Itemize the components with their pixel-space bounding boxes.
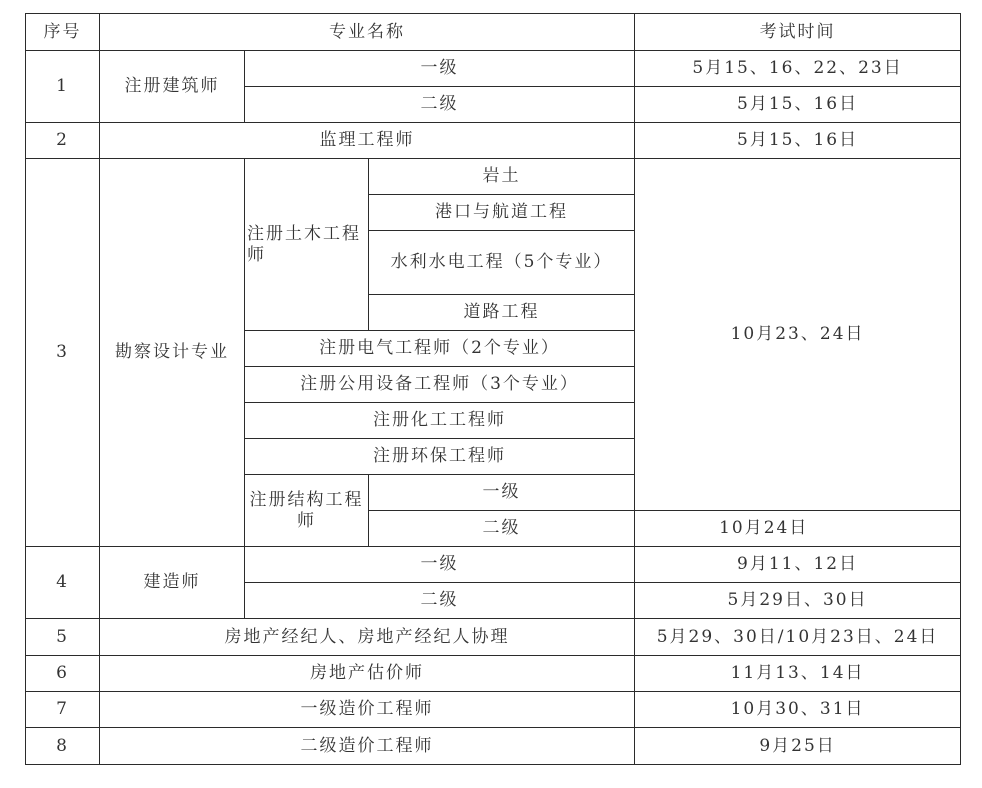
- exam-time: 5月29、30日/10月23日、24日: [635, 619, 961, 656]
- civil-sub-item: 岩土: [369, 159, 635, 195]
- civil-sub-item: 港口与航道工程: [369, 195, 635, 231]
- table-row: [26, 51, 961, 87]
- sub-specialty-name: 注册化工工程师: [245, 403, 635, 439]
- seq-cell: 7: [26, 692, 100, 728]
- exam-time: 9月25日: [635, 728, 961, 765]
- civil-sub-item: 道路工程: [369, 295, 635, 331]
- level-cell: 一级: [245, 547, 635, 583]
- exam-time: 5月15、16、22、23日: [635, 51, 961, 87]
- specialty-name: 注册建筑师: [100, 51, 245, 123]
- specialty-name: 一级造价工程师: [100, 692, 635, 728]
- specialty-name: 二级造价工程师: [100, 728, 635, 765]
- specialty-name: 监理工程师: [100, 123, 635, 159]
- seq-cell: 3: [26, 159, 100, 547]
- exam-time: 5月15、16日: [635, 87, 961, 123]
- specialty-name: 房地产经纪人、房地产经纪人协理: [100, 619, 635, 656]
- level-cell: 一级: [245, 51, 635, 87]
- table-row: [26, 656, 961, 692]
- exam-time: 5月15、16日: [635, 123, 961, 159]
- sub-specialty-name: 注册环保工程师: [245, 439, 635, 475]
- sub-specialty-name: 注册公用设备工程师（3个专业）: [245, 367, 635, 403]
- table-row: [26, 619, 961, 656]
- sub-specialty-name: 注册结构工程师: [245, 475, 369, 547]
- specialty-name: 房地产估价师: [100, 656, 635, 692]
- seq-cell: 6: [26, 656, 100, 692]
- header-seq: 序号: [26, 14, 100, 51]
- exam-time: 10月24日: [635, 511, 961, 547]
- table-row: [26, 728, 961, 765]
- exam-time: 11月13、14日: [635, 656, 961, 692]
- table-header-row: [26, 14, 961, 51]
- specialty-name: 勘察设计专业: [100, 159, 245, 547]
- seq-cell: 5: [26, 619, 100, 656]
- exam-time: 5月29日、30日: [635, 583, 961, 619]
- level-cell: 二级: [369, 511, 635, 547]
- header-time: 考试时间: [635, 14, 961, 51]
- exam-time: 9月11、12日: [635, 547, 961, 583]
- exam-time: 10月23、24日: [635, 159, 961, 511]
- seq-cell: 1: [26, 51, 100, 123]
- civil-sub-item: 水利水电工程（5个专业）: [369, 231, 635, 295]
- exam-schedule-table: [25, 13, 961, 765]
- seq-cell: 2: [26, 123, 100, 159]
- table-row: [26, 692, 961, 728]
- level-cell: 二级: [245, 87, 635, 123]
- seq-cell: 8: [26, 728, 100, 765]
- seq-cell: 4: [26, 547, 100, 619]
- sub-specialty-name: 注册电气工程师（2个专业）: [245, 331, 635, 367]
- table-row: [26, 547, 961, 583]
- exam-time: 10月30、31日: [635, 692, 961, 728]
- table-row: [26, 159, 961, 195]
- level-cell: 二级: [245, 583, 635, 619]
- sub-specialty-name: 注册土木工程师: [245, 159, 369, 331]
- header-name: 专业名称: [100, 14, 635, 51]
- table-row: [26, 123, 961, 159]
- specialty-name: 建造师: [100, 547, 245, 619]
- level-cell: 一级: [369, 475, 635, 511]
